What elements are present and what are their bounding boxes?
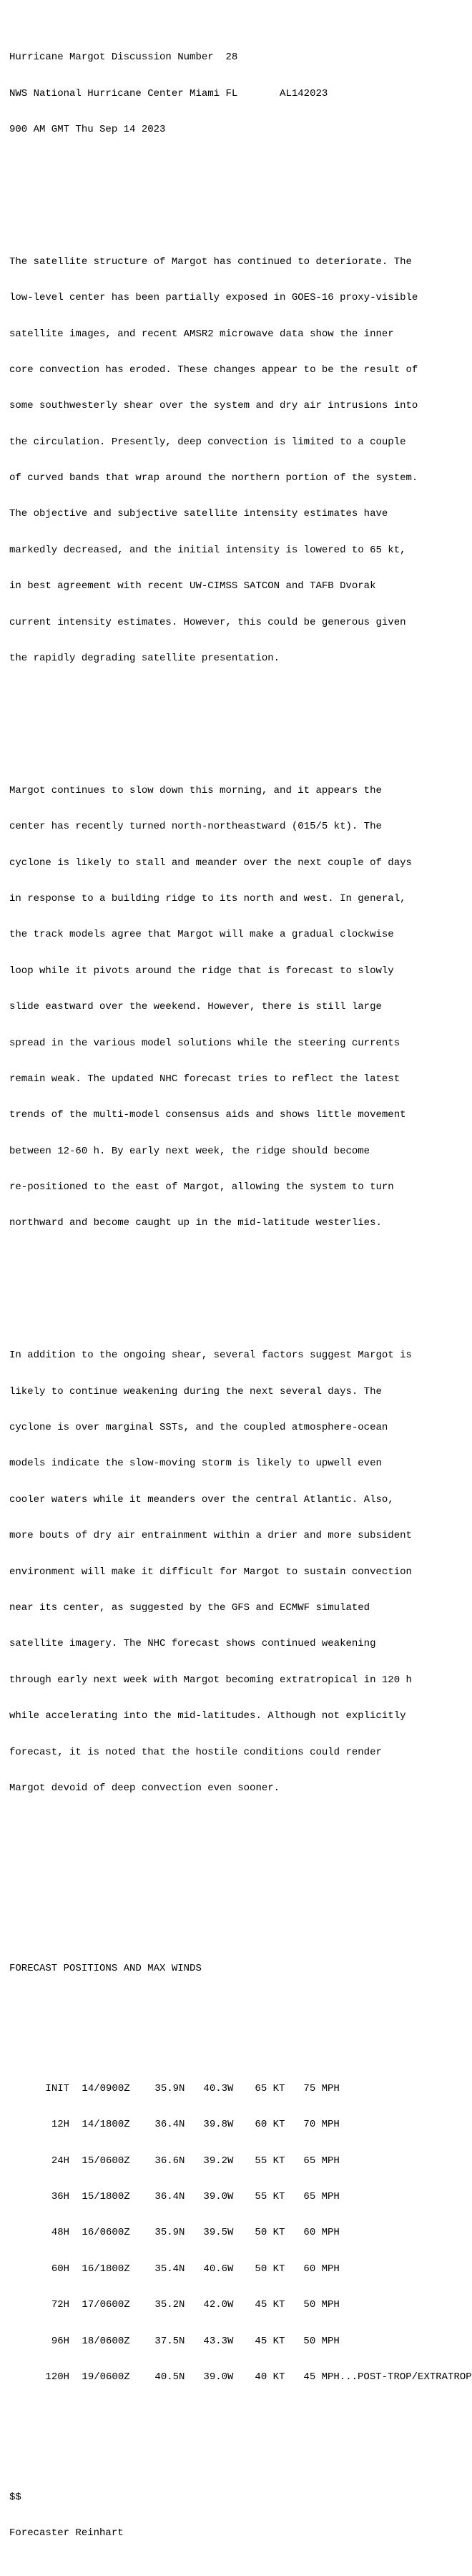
header	[9, 28, 457, 160]
text-line: loop while it pivots around the ridge that is forecast to slowly	[9, 965, 394, 977]
paragraph-structure	[9, 232, 457, 688]
footer	[9, 2467, 457, 2563]
forecast-hour: 120H	[45, 2371, 70, 2383]
longitude: 39.0W	[203, 2191, 234, 2203]
longitude: 42.0W	[203, 2299, 234, 2311]
forecast-row	[9, 2251, 457, 2275]
latitude: 36.6N	[154, 2155, 185, 2167]
discussion-document	[9, 4, 472, 2576]
wind-mph: 65 MPH	[303, 2191, 340, 2203]
text-line: satellite imagery. The NHC forecast shows continued weakening	[9, 1638, 376, 1650]
wind-knots: 60 KT	[255, 2119, 285, 2131]
blank-line	[9, 1878, 457, 1890]
latitude: 35.4N	[154, 2263, 185, 2275]
text-line: core convection has eroded. These changes appear to be the result of	[9, 364, 418, 376]
blank-line	[9, 1843, 457, 1855]
valid-time: 15/0600Z	[82, 2155, 130, 2167]
text-line: the track models agree that Margot will make a gradual clockwise	[9, 929, 394, 941]
text-line: slide eastward over the weekend. However, there is still large	[9, 1001, 382, 1013]
blank-line	[9, 184, 457, 196]
longitude: 40.3W	[203, 2082, 234, 2094]
text-line: trends of the multi-model consensus aids and shows little movement	[9, 1109, 406, 1121]
wind-knots: 55 KT	[255, 2191, 285, 2203]
wind-knots: 65 KT	[255, 2082, 285, 2094]
valid-time: 14/1800Z	[82, 2119, 130, 2131]
wind-knots: 55 KT	[255, 2155, 285, 2167]
text-line: forecast, it is noted that the hostile conditions could render	[9, 1746, 382, 1758]
valid-time: 19/0600Z	[82, 2371, 130, 2383]
text-line: cooler waters while it meanders over the central Atlantic. Also,	[9, 1493, 394, 1506]
forecast-hour: 36H	[45, 2191, 70, 2203]
wind-mph: 50 MPH	[303, 2299, 340, 2311]
latitude: 35.2N	[154, 2299, 185, 2311]
longitude: 39.0W	[203, 2371, 234, 2383]
blank-line	[9, 713, 457, 725]
forecast-hour: INIT	[45, 2082, 70, 2094]
text-line: remain weak. The updated NHC forecast tries to reflect the latest	[9, 1073, 400, 1085]
forecast-row	[9, 2359, 472, 2383]
paragraph-track	[9, 761, 457, 1254]
text-line: models indicate the slow-moving storm is likely to upwell even	[9, 1458, 382, 1470]
text-line: Margot continues to slow down this morning, and it appears the	[9, 784, 382, 796]
latitude: 37.5N	[154, 2335, 185, 2347]
text-line: through early next week with Margot becoming extratropical in 120 h	[9, 1674, 412, 1686]
text-line: The satellite structure of Margot has continued to deteriorate. The	[9, 255, 412, 268]
wind-mph: 60 MPH	[303, 2263, 340, 2275]
wind-mph: 75 MPH	[303, 2082, 340, 2094]
wind-mph: 65 MPH	[303, 2155, 340, 2167]
wind-knots: 50 KT	[255, 2227, 285, 2239]
text-line: the circulation. Presently, deep convection is limited to a couple	[9, 436, 406, 448]
valid-time: 18/0600Z	[82, 2335, 130, 2347]
blank-line	[9, 1999, 457, 2011]
longitude: 39.5W	[203, 2227, 234, 2239]
text-line: while accelerating into the mid-latitudes. Although not explicitly	[9, 1710, 406, 1722]
text-line: Margot devoid of deep convection even sooner.	[9, 1782, 280, 1794]
wind-mph: 45 MPH...POST-TROP/EXTRATROP	[303, 2371, 472, 2383]
valid-time: 15/1800Z	[82, 2191, 130, 2203]
forecast-row	[9, 2323, 457, 2347]
blank-line	[9, 2419, 457, 2431]
valid-time: 17/0600Z	[82, 2299, 130, 2311]
forecast-row	[9, 2215, 457, 2239]
latitude: 35.9N	[154, 2082, 185, 2094]
text-line: cyclone is likely to stall and meander over the next couple of days	[9, 857, 412, 869]
forecast-row	[9, 2071, 457, 2094]
longitude: 39.8W	[203, 2119, 234, 2131]
wind-knots: 50 KT	[255, 2263, 285, 2275]
forecast-row	[9, 2107, 457, 2131]
wind-knots: 40 KT	[255, 2371, 285, 2383]
text-line: current intensity estimates. However, this could be generous given	[9, 616, 406, 628]
forecast-table	[9, 2046, 472, 2395]
blank-line	[9, 1915, 457, 1927]
text-line: more bouts of dry air entrainment within a drier and more subsident	[9, 1530, 412, 1542]
forecast-hour: 24H	[45, 2155, 70, 2167]
longitude: 40.6W	[203, 2263, 234, 2275]
text-line: center has recently turned north-northeastward (015/5 kt). The	[9, 821, 382, 833]
text-line: northward and become caught up in the mid-latitude westerlies.	[9, 1217, 382, 1229]
text-line: spread in the various model solutions while the steering currents	[9, 1037, 400, 1049]
valid-time: 16/0600Z	[82, 2227, 130, 2239]
valid-time: 16/1800Z	[82, 2263, 130, 2275]
text-line: likely to continue weakening during the next several days. The	[9, 1385, 382, 1397]
text-line: environment will make it difficult for Margot to sustain convection	[9, 1566, 412, 1578]
wind-mph: 60 MPH	[303, 2227, 340, 2239]
forecast-row	[9, 2287, 457, 2311]
wind-mph: 70 MPH	[303, 2119, 340, 2131]
latitude: 36.4N	[154, 2119, 185, 2131]
text-line: of curved bands that wrap around the northern portion of the system.	[9, 472, 418, 484]
latitude: 40.5N	[154, 2371, 185, 2383]
valid-time: 14/0900Z	[82, 2082, 130, 2094]
text-line: in best agreement with recent UW-CIMSS SATCON and TAFB Dvorak	[9, 580, 376, 592]
text-line: cyclone is over marginal SSTs, and the coupled atmosphere-ocean	[9, 1422, 388, 1434]
paragraph-intensity	[9, 1326, 457, 1819]
issuing-office: NWS National Hurricane Center Miami FL AL142023	[9, 87, 328, 99]
forecast-hour: 60H	[45, 2263, 70, 2275]
longitude: 43.3W	[203, 2335, 234, 2347]
issue-time: 900 AM GMT Thu Sep 14 2023	[9, 123, 166, 135]
text-line: in response to a building ridge to its north and west. In general,	[9, 892, 406, 904]
wind-knots: 45 KT	[255, 2299, 285, 2311]
longitude: 39.2W	[203, 2155, 234, 2167]
text-line: re-positioned to the east of Margot, allowing the system to turn	[9, 1181, 394, 1194]
text-line: between 12-60 h. By early next week, the ridge should become	[9, 1145, 370, 1157]
text-line: some southwesterly shear over the system and dry air intrusions into	[9, 400, 418, 412]
forecast-hour: 72H	[45, 2299, 70, 2311]
forecast-hour: 48H	[45, 2227, 70, 2239]
text-line: satellite images, and recent AMSR2 microwave data show the inner	[9, 328, 394, 340]
text-line: In addition to the ongoing shear, several factors suggest Margot is	[9, 1350, 412, 1362]
text-line: the rapidly degrading satellite presentation.	[9, 653, 280, 665]
blank-line	[9, 1277, 457, 1289]
latitude: 35.9N	[154, 2227, 185, 2239]
forecast-table-title: FORECAST POSITIONS AND MAX WINDS	[9, 1962, 202, 1974]
end-of-product-mark: $$	[9, 2491, 21, 2503]
forecast-hour: 12H	[45, 2119, 70, 2131]
forecast-row	[9, 2143, 457, 2167]
wind-mph: 50 MPH	[303, 2335, 340, 2347]
latitude: 36.4N	[154, 2191, 185, 2203]
forecast-row	[9, 2179, 457, 2203]
text-line: near its center, as suggested by the GFS and ECMWF simulated	[9, 1601, 370, 1614]
text-line: low-level center has been partially exposed in GOES-16 proxy-visible	[9, 292, 418, 304]
text-line: The objective and subjective satellite intensity estimates have	[9, 508, 388, 520]
forecast-hour: 96H	[45, 2335, 70, 2347]
product-title: Hurricane Margot Discussion Number 28	[9, 52, 238, 64]
forecaster-signature: Forecaster Reinhart	[9, 2527, 124, 2540]
wind-knots: 45 KT	[255, 2335, 285, 2347]
text-line: markedly decreased, and the initial intensity is lowered to 65 kt,	[9, 544, 406, 556]
